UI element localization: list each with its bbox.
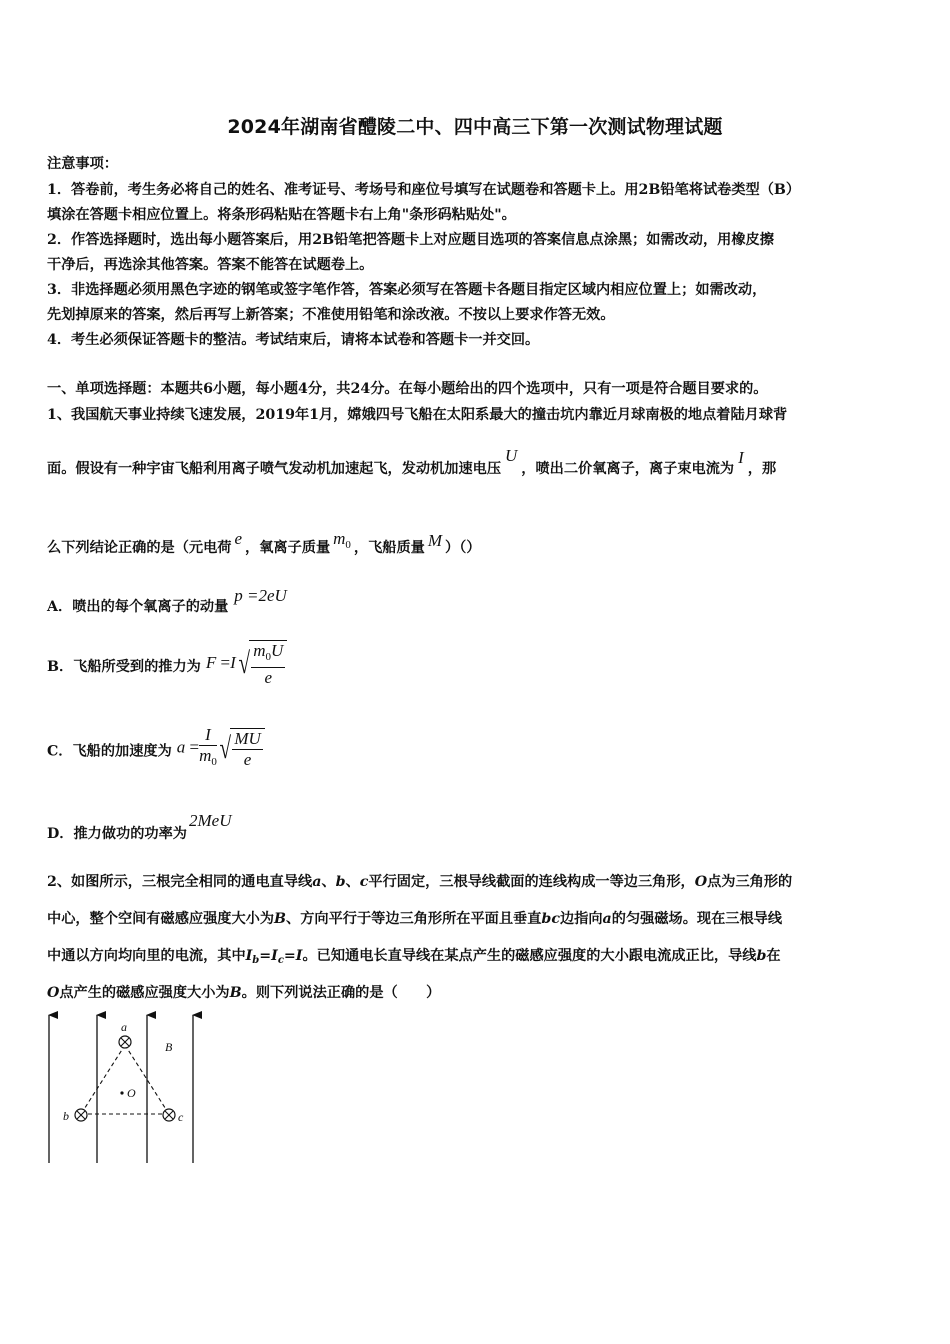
label-b: b [63,1109,69,1123]
notice-line-1: 1．答卷前，考生务必将自己的姓名、准考证号、考场号和座位号填写在试题卷和答题卡上。用2B铅笔将试卷类型（B） [47,182,801,198]
q2-var-Ic: I [271,948,278,964]
notice-line-5: 3．非选择题必须用黑色字迹的钢笔或签字笔作答，答案必须写在答题卡各题目指定区域内相应位置上；如需改动， [47,282,767,298]
option-b-denominator: e [264,668,272,687]
option-b-num-sub: 0 [265,651,271,663]
notice-line-7: 4．考生必须保证答题卡的整洁。考试结束后，请将本试卷和答题卡一并交回。 [47,332,540,348]
q2-line-1b: 平行固定，三根导线截面的连线构成一等边三角形， [368,874,695,890]
label-c: c [178,1110,184,1124]
q2-line-1 [47,871,792,891]
option-c-fraction-numerator: I [199,725,217,746]
option-b-F: F [205,652,217,672]
sqrt-icon: √ [219,731,231,765]
q2-sep-2: 、 [345,874,360,890]
option-b-num-U: U [270,641,284,660]
option-c-sqrt-fraction [232,729,262,770]
q2-line-4b: 。则下列说法正确的是（ ） [241,985,441,1001]
option-d-text: D．推力做功的功率为 [47,826,187,842]
q1-line-3d: ）（） [445,540,481,556]
label-O: O [127,1086,136,1100]
option-c-equals: = [189,737,200,757]
option-b-numerator [251,641,285,668]
var-m0 [333,529,351,551]
var-m: m [333,529,346,548]
option-b-equals: = [220,652,231,672]
q2-var-I: I [295,948,303,964]
wire-b-cross-icon [75,1109,87,1121]
q1-option-a [47,586,287,616]
q2-line-2b: 、方向平行于等边三角形所在平面且垂直 [286,911,542,927]
option-b-num-m: m [253,641,266,660]
q1-line-3a: 么下列结论正确的是（元电荷 [47,540,232,556]
option-a-text: A．喷出的每个氧离子的动量 [47,599,229,615]
q2-sep-1: 、 [321,874,336,890]
q2-var-a: a [312,874,322,890]
q2-eq-2: = [283,948,296,964]
q1-line-2 [47,446,777,478]
option-c-fraction [199,725,217,772]
q1-line-1: 1、我国航天事业持续飞速发展，2019年1月，嫦娥四号飞船在太阳系最大的撞击坑内靠近月球南极的地点着陆月球背 [47,407,788,423]
var-e: e [234,529,242,548]
var-M: M [427,531,443,550]
option-c-formula [177,725,265,772]
option-c-den-sub: 0 [211,756,217,768]
center-point-dot [120,1091,123,1094]
q2-var-B: B [274,911,287,927]
q1-option-b [47,642,287,690]
notice-line-3: 2．作答选择题时，选出每小题答案后，用2B铅笔把答题卡上对应题目选项的答案信息点涂黑；如需改动，用橡皮擦 [47,232,774,248]
q1-line-2b: ，喷出二价氧离子，离子束电流为 [521,461,735,477]
notice-line-6: 先划掉原来的答案，然后再写上新答案；不准使用铅笔和涂改液。不按以上要求作答无效。 [47,307,615,323]
option-c-a: a [176,737,186,757]
q1-line-3c: ，飞船质量 [353,540,425,556]
notice-line-2: 填涂在答题卡相应位置上。将条形码粘贴在答题卡右上角"条形码粘贴处"。 [47,207,516,223]
q2-var-Ic-sub: c [277,955,284,966]
q2-line-1a: 2、如图所示，三根完全相同的通电直导线 [47,874,313,890]
option-b-sqrt [249,640,287,688]
q2-var-b2: b [756,948,767,964]
option-c-den-m: m [199,746,212,765]
q2-var-O: O [694,874,708,890]
q2-line-2d: 的匀强磁场。现在三根导线 [611,911,783,927]
q2-var-a2: a [602,911,612,927]
q2-var-Ib-sub: b [252,955,260,966]
option-c-text: C．飞船的加速度为 [47,743,172,760]
q2-line-3c: 在 [766,948,781,964]
label-B: B [165,1040,173,1054]
section-heading: 一、单项选择题：本题共6小题，每小题4分，共24分。在每小题给出的四个选项中，只有一项是符合题目要求的。 [47,381,768,397]
q1-line-2a: 面。假设有一种宇宙飞船利用离子喷气发动机加速起飞，发动机加速电压 [47,461,502,477]
var-U: U [505,446,518,465]
q1-line-3b: ，氧离子质量 [245,540,331,556]
q2-line-3a: 中通以方向均向里的电流，其中 [47,948,246,964]
option-c-sqrt-numerator: MU [234,728,261,748]
q2-line-3b: 。已知通电长直导线在某点产生的磁感应强度的大小跟电流成正比，导线 [302,948,757,964]
q2-line-2a: 中心，整个空间有磁感应强度大小为 [47,911,275,927]
q2-line-4a: 点产生的磁感应强度大小为 [59,985,230,1001]
wire-c-cross-icon [163,1109,175,1121]
option-c-sqrt-denominator: e [243,749,252,769]
magnetic-field-figure [40,1010,210,1170]
option-b-I: I [230,652,236,672]
option-c-sqrt [230,728,264,770]
q2-line-1c: 点为三角形的 [707,874,793,890]
notice-heading: 注意事项： [47,156,118,172]
q2-line-2c: 边指向 [559,911,603,927]
sqrt-icon: √ [238,647,250,680]
q1-option-d [47,811,232,843]
q1-line-2c: ，那 [747,461,777,477]
notice-line-4: 干净后，再选涂其他答案。答案不能答在试题卷上。 [47,257,374,273]
label-a: a [121,1020,127,1034]
q2-line-2 [47,908,782,928]
q2-eq-1: = [259,948,272,964]
q1-line-3 [47,529,481,559]
triangle-side-ab [81,1045,125,1114]
page-title: 2024年湖南省醴陵二中、四中高三下第一次测试物理试题 [227,116,723,138]
q2-var-Ib: I [245,948,253,964]
q2-var-B2: B [229,985,242,1001]
option-b-text: B．飞船所受到的推力为 [47,659,201,675]
q2-var-c: c [359,874,369,890]
q2-line-3 [47,945,781,966]
q2-line-4 [47,982,440,1002]
q2-var-b: b [335,874,346,890]
option-b-fraction [251,641,285,688]
var-I: I [738,448,744,467]
q2-var-O2: O [47,985,60,1001]
var-m-subscript: 0 [345,539,351,551]
q1-option-c [47,727,265,774]
option-c-fraction-denominator [199,746,217,772]
option-b-formula [206,640,287,688]
option-a-formula: p =2eU [234,586,287,605]
wire-a-cross-icon [119,1036,131,1048]
q2-var-bc: bc [541,911,560,927]
option-d-formula: 2MeU [189,811,232,830]
